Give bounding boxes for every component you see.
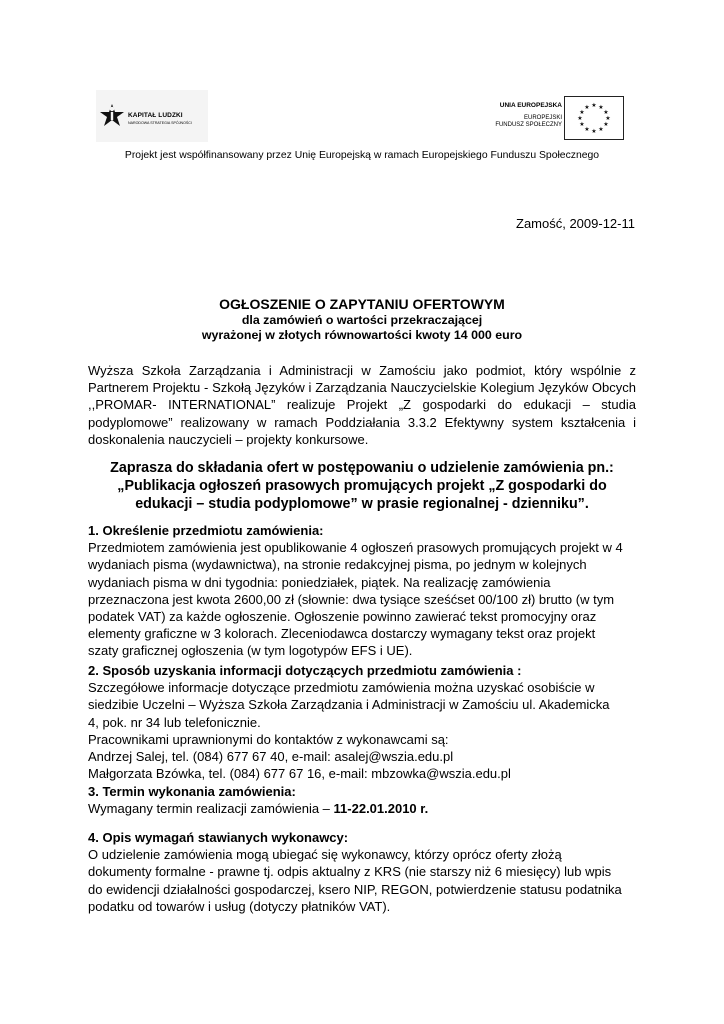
eu-logo-line3: FUNDUSZ SPOŁECZNY bbox=[495, 122, 562, 128]
section-line: szaty graficznej ogłoszenia (w tym logotypów EFS i UE). bbox=[88, 643, 413, 659]
section-line: do ewidencji działalności gospodarczej, ksero NIP, REGON, potwierdzenie statusu podatnika bbox=[88, 881, 622, 897]
section-line: wydaniach pisma (wydawnictwa), na stronie redakcyjnej pisma, po jednym w kolejnych bbox=[88, 557, 587, 573]
title-main: OGŁOSZENIE O ZAPYTANIU OFERTOWYM bbox=[219, 296, 505, 312]
section-line: przeznaczona jest kwota 2600,00 zł (słownie: dwa tysiące sześćset 00/100 zł) brutto (w tym bbox=[88, 591, 615, 607]
intro-paragraph: Wyższa Szkoła Zarządzania i Administracji w Zamościu jako podmiot, który wspólnie z Partnerem Projektu - Szkołą Języków i Zarządzania Nauczycielskie Kolegium Języków Obcych ,,PROMAR- INTERNATIONAL” realizuje Projekt „Z gospodarki do edukacji – studia podyplomowe” realizowany w ramach Poddziałania 3.3.2 Efektywny system kształcenia i doskonalenia nauczycieli – projekty konkursowe. bbox=[88, 363, 636, 447]
svg-text:★: ★ bbox=[598, 104, 604, 111]
svg-text:★: ★ bbox=[579, 121, 585, 128]
section-line: Pracownikami uprawnionymi do kontaktów z wykonawcami są: bbox=[88, 731, 449, 747]
invitation-line-1: Zaprasza do składania ofert w postępowaniu o udzielenie zamówienia pn.: bbox=[110, 460, 614, 476]
kapital-ludzki-title: KAPITAŁ LUDZKI bbox=[128, 112, 183, 119]
invitation-heading bbox=[88, 459, 636, 514]
contact-andrzej-salej: Andrzej Salej, tel. (084) 677 67 40, e-mail: asalej@wszia.edu.pl bbox=[88, 749, 454, 765]
svg-text:★: ★ bbox=[598, 126, 604, 133]
deadline-value: 11-22.01.2010 r. bbox=[333, 801, 429, 817]
eu-logo-line1: UNIA EUROPEJSKA bbox=[499, 102, 562, 109]
invitation-line-2: „Publikacja ogłoszeń prasowych promujących projekt „Z gospodarki do bbox=[117, 478, 607, 495]
kapital-ludzki-emblem-icon bbox=[98, 102, 126, 130]
kapital-ludzki-logo bbox=[96, 90, 208, 142]
cofinance-note: Projekt jest współfinansowany przez Unię Europejską w ramach Europejskiego Funduszu Społecznego bbox=[124, 150, 600, 161]
section-line: elementy graficzne w 3 kolorach. Zleceniodawca dostarczy wymagany tekst oraz projekt bbox=[88, 626, 596, 642]
section-line: dokumenty formalne - prawne tj. odpis aktualny z KRS (nie starszy niż 6 miesięcy) lub wpis bbox=[88, 864, 612, 880]
contact-malgorzata-bzowka: Małgorzata Bzówka, tel. (084) 677 67 16, e-mail: mbzowka@wszia.edu.pl bbox=[88, 766, 511, 782]
title-sub-2: wyrażonej w złotych równowartości kwoty 14 000 euro bbox=[201, 328, 523, 342]
section-deadline bbox=[88, 783, 648, 817]
section-line: podatku od towarów i usług (dotyczy płatników VAT). bbox=[88, 898, 391, 914]
svg-text:★: ★ bbox=[591, 102, 597, 109]
section-requirements bbox=[88, 829, 648, 915]
kapital-ludzki-subtitle: NARODOWA STRATEGIA SPÓJNOŚCI bbox=[128, 121, 192, 125]
section-line: podatek VAT) za każde ogłoszenie. Ogłoszenie powinno zawierać tekst promocyjny oraz bbox=[88, 609, 597, 625]
eu-flag-icon bbox=[564, 96, 624, 140]
section-heading: 1. Określenie przedmiotu zamówienia: bbox=[88, 523, 324, 538]
section-heading: 3. Termin wykonania zamówienia: bbox=[88, 784, 296, 799]
svg-text:★: ★ bbox=[584, 104, 590, 111]
deadline-label: Wymagany termin realizacji zamówienia – bbox=[88, 801, 334, 817]
eu-logo-line2: EUROPEJSKI bbox=[523, 115, 562, 121]
svg-text:★: ★ bbox=[584, 126, 590, 133]
svg-text:★: ★ bbox=[605, 115, 611, 122]
title-sub-1: dla zamówień o wartości przekraczającej bbox=[241, 313, 483, 327]
section-subject bbox=[88, 522, 648, 660]
section-line: Szczegółowe informacje dotyczące przedmiotu zamówienia można uzyskać osobiście w bbox=[88, 680, 595, 696]
deadline-line bbox=[88, 800, 648, 817]
section-line: 4, pok. nr 34 lub telefonicznie. bbox=[88, 714, 261, 730]
svg-text:★: ★ bbox=[591, 128, 597, 135]
section-heading: 2. Sposób uzyskania informacji dotyczących przedmiotu zamówienia : bbox=[88, 663, 522, 678]
document-date: Zamość, 2009-12-11 bbox=[516, 216, 635, 231]
svg-text:★: ★ bbox=[603, 121, 609, 128]
svg-text:★: ★ bbox=[577, 115, 583, 122]
section-heading: 4. Opis wymagań stawianych wykonawcy: bbox=[88, 830, 349, 845]
eu-logo bbox=[468, 96, 624, 140]
section-line: O udzielenie zamówienia mogą ubiegać się wykonawcy, którzy oprócz oferty złożą bbox=[88, 847, 562, 863]
section-line: Przedmiotem zamówienia jest opublikowanie 4 ogłoszeń prasowych promujących projekt w 4 bbox=[88, 540, 623, 556]
section-line: siedzibie Uczelni – Wyższa Szkoła Zarządzania i Administracji w Zamościu ul. Akademicka bbox=[88, 697, 610, 713]
invitation-line-3: edukacji – studia podyplomowe” w prasie regionalnej - dzienniku”. bbox=[135, 496, 589, 513]
section-information bbox=[88, 662, 648, 782]
section-line: wydaniach pisma w dni tygodnia: poniedziałek, piątek. Na realizację zamówienia bbox=[88, 574, 551, 590]
document-title bbox=[88, 296, 636, 343]
svg-text:★: ★ bbox=[603, 109, 609, 116]
svg-text:★: ★ bbox=[579, 109, 585, 116]
